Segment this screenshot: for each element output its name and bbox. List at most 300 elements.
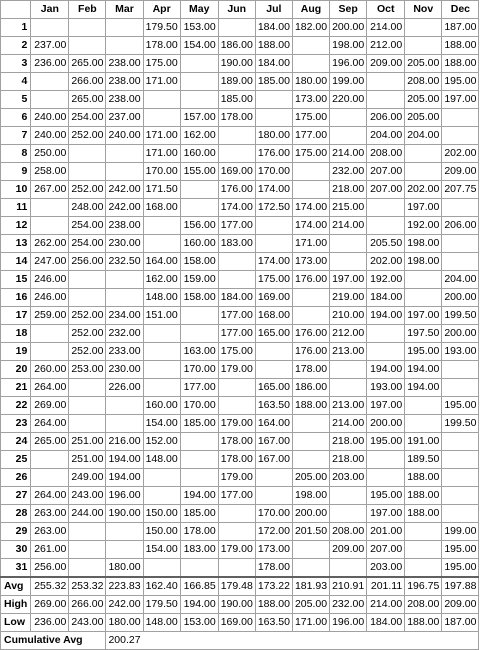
summary-cell[interactable]: 214.00: [367, 596, 405, 614]
price-cell[interactable]: 204.00: [367, 127, 405, 145]
price-cell[interactable]: [330, 253, 367, 271]
price-cell[interactable]: [31, 73, 69, 91]
price-cell[interactable]: 178.00: [218, 451, 255, 469]
price-cell[interactable]: 190.00: [218, 55, 255, 73]
summary-cell[interactable]: 190.00: [218, 596, 255, 614]
price-cell[interactable]: 185.00: [218, 91, 255, 109]
price-cell[interactable]: [143, 217, 180, 235]
summary-cell[interactable]: 162.40: [143, 577, 180, 596]
price-cell[interactable]: 230.00: [106, 235, 143, 253]
price-cell[interactable]: [255, 109, 292, 127]
price-cell[interactable]: [180, 469, 218, 487]
day-label[interactable]: 28: [1, 505, 31, 523]
price-cell[interactable]: 184.00: [255, 55, 292, 73]
price-cell[interactable]: [218, 253, 255, 271]
price-cell[interactable]: 249.00: [69, 469, 106, 487]
price-cell[interactable]: [292, 37, 329, 55]
day-label[interactable]: 4: [1, 73, 31, 91]
price-cell[interactable]: 188.00: [405, 487, 442, 505]
price-cell[interactable]: [69, 415, 106, 433]
price-cell[interactable]: 246.00: [31, 271, 69, 289]
price-cell[interactable]: 216.00: [106, 433, 143, 451]
price-cell[interactable]: 200.00: [442, 289, 479, 307]
price-cell[interactable]: 154.00: [180, 37, 218, 55]
price-cell[interactable]: [330, 379, 367, 397]
month-header-jan[interactable]: Jan: [31, 1, 69, 19]
price-cell[interactable]: 175.00: [292, 145, 329, 163]
price-cell[interactable]: 177.00: [180, 379, 218, 397]
price-cell[interactable]: 168.00: [143, 199, 180, 217]
price-cell[interactable]: 164.00: [255, 415, 292, 433]
price-cell[interactable]: 197.00: [367, 505, 405, 523]
price-cell[interactable]: [330, 505, 367, 523]
price-cell[interactable]: 170.00: [255, 163, 292, 181]
price-cell[interactable]: 174.00: [292, 217, 329, 235]
price-cell[interactable]: 205.00: [292, 469, 329, 487]
price-cell[interactable]: 176.00: [292, 325, 329, 343]
summary-label[interactable]: High: [1, 596, 31, 614]
day-label[interactable]: 21: [1, 379, 31, 397]
price-cell[interactable]: 199.50: [442, 415, 479, 433]
price-cell[interactable]: 170.00: [180, 361, 218, 379]
price-cell[interactable]: 148.00: [143, 451, 180, 469]
month-header-dec[interactable]: Dec: [442, 1, 479, 19]
summary-cell[interactable]: 163.50: [255, 614, 292, 632]
price-cell[interactable]: 195.00: [405, 343, 442, 361]
day-label[interactable]: 20: [1, 361, 31, 379]
day-label[interactable]: 17: [1, 307, 31, 325]
price-cell[interactable]: 177.00: [218, 307, 255, 325]
price-cell[interactable]: [143, 361, 180, 379]
price-cell[interactable]: [31, 469, 69, 487]
summary-cell[interactable]: 242.00: [106, 596, 143, 614]
price-cell[interactable]: 251.00: [69, 433, 106, 451]
price-cell[interactable]: 196.00: [106, 487, 143, 505]
price-cell[interactable]: [292, 559, 329, 578]
price-cell[interactable]: 188.00: [255, 37, 292, 55]
price-cell[interactable]: 180.00: [292, 73, 329, 91]
price-cell[interactable]: 192.00: [367, 271, 405, 289]
price-cell[interactable]: [31, 199, 69, 217]
price-cell[interactable]: [367, 91, 405, 109]
price-cell[interactable]: [69, 37, 106, 55]
price-cell[interactable]: 252.00: [69, 181, 106, 199]
price-cell[interactable]: [180, 73, 218, 91]
price-cell[interactable]: 189.50: [405, 451, 442, 469]
price-cell[interactable]: [367, 451, 405, 469]
price-cell[interactable]: 171.00: [143, 145, 180, 163]
summary-cell[interactable]: 169.00: [218, 614, 255, 632]
price-cell[interactable]: 167.00: [255, 451, 292, 469]
summary-cell[interactable]: 208.00: [405, 596, 442, 614]
price-cell[interactable]: [442, 361, 479, 379]
price-cell[interactable]: [442, 235, 479, 253]
day-label[interactable]: 14: [1, 253, 31, 271]
price-cell[interactable]: [405, 163, 442, 181]
price-cell[interactable]: [255, 217, 292, 235]
price-cell[interactable]: 265.00: [69, 91, 106, 109]
price-cell[interactable]: 186.00: [218, 37, 255, 55]
price-cell[interactable]: 188.00: [442, 37, 479, 55]
day-label[interactable]: 13: [1, 235, 31, 253]
price-cell[interactable]: 212.00: [330, 325, 367, 343]
price-cell[interactable]: [106, 145, 143, 163]
day-label[interactable]: 30: [1, 541, 31, 559]
summary-cell[interactable]: 196.00: [330, 614, 367, 632]
price-cell[interactable]: 160.00: [180, 235, 218, 253]
price-cell[interactable]: 188.00: [442, 55, 479, 73]
price-cell[interactable]: [367, 469, 405, 487]
price-cell[interactable]: 265.00: [31, 433, 69, 451]
price-cell[interactable]: 269.00: [31, 397, 69, 415]
price-cell[interactable]: 179.00: [218, 361, 255, 379]
price-cell[interactable]: 200.00: [442, 325, 479, 343]
summary-cell[interactable]: 210.91: [330, 577, 367, 596]
price-cell[interactable]: [255, 91, 292, 109]
price-cell[interactable]: 156.00: [180, 217, 218, 235]
price-cell[interactable]: 195.00: [442, 559, 479, 578]
price-cell[interactable]: 185.00: [180, 415, 218, 433]
price-cell[interactable]: 238.00: [106, 73, 143, 91]
price-cell[interactable]: [330, 109, 367, 127]
day-label[interactable]: 31: [1, 559, 31, 578]
price-cell[interactable]: 169.00: [218, 163, 255, 181]
month-header-jun[interactable]: Jun: [218, 1, 255, 19]
price-cell[interactable]: 267.00: [31, 181, 69, 199]
price-cell[interactable]: 201.50: [292, 523, 329, 541]
price-cell[interactable]: 265.00: [69, 55, 106, 73]
price-cell[interactable]: 185.00: [180, 505, 218, 523]
price-cell[interactable]: 200.00: [330, 19, 367, 37]
summary-cell[interactable]: 253.32: [69, 577, 106, 596]
month-header-nov[interactable]: Nov: [405, 1, 442, 19]
price-cell[interactable]: [292, 433, 329, 451]
summary-cell[interactable]: 236.00: [31, 614, 69, 632]
price-cell[interactable]: [106, 37, 143, 55]
price-cell[interactable]: 155.00: [180, 163, 218, 181]
price-cell[interactable]: 218.00: [330, 433, 367, 451]
day-label[interactable]: 8: [1, 145, 31, 163]
price-cell[interactable]: 162.00: [180, 127, 218, 145]
day-label[interactable]: 29: [1, 523, 31, 541]
price-cell[interactable]: 170.00: [255, 505, 292, 523]
price-cell[interactable]: [180, 181, 218, 199]
price-cell[interactable]: 195.00: [442, 397, 479, 415]
price-cell[interactable]: 173.00: [292, 253, 329, 271]
price-cell[interactable]: 240.00: [31, 127, 69, 145]
price-cell[interactable]: [106, 397, 143, 415]
summary-cell[interactable]: 188.00: [405, 614, 442, 632]
price-cell[interactable]: 195.00: [442, 541, 479, 559]
price-cell[interactable]: [292, 451, 329, 469]
price-cell[interactable]: 243.00: [69, 487, 106, 505]
price-cell[interactable]: 178.00: [218, 433, 255, 451]
price-cell[interactable]: 168.00: [255, 307, 292, 325]
price-cell[interactable]: 198.00: [405, 253, 442, 271]
price-cell[interactable]: [31, 91, 69, 109]
price-cell[interactable]: 258.00: [31, 163, 69, 181]
price-cell[interactable]: 154.00: [143, 415, 180, 433]
month-header-mar[interactable]: Mar: [106, 1, 143, 19]
price-cell[interactable]: 199.00: [442, 523, 479, 541]
price-cell[interactable]: 200.00: [292, 505, 329, 523]
price-cell[interactable]: 207.00: [367, 541, 405, 559]
price-cell[interactable]: 264.00: [31, 415, 69, 433]
price-cell[interactable]: 194.00: [405, 361, 442, 379]
price-cell[interactable]: 179.00: [218, 415, 255, 433]
price-cell[interactable]: 175.00: [255, 271, 292, 289]
price-cell[interactable]: 261.00: [31, 541, 69, 559]
price-cell[interactable]: 178.00: [180, 523, 218, 541]
price-cell[interactable]: 171.00: [292, 235, 329, 253]
price-cell[interactable]: 264.00: [31, 379, 69, 397]
price-cell[interactable]: [405, 541, 442, 559]
price-cell[interactable]: 197.50: [405, 325, 442, 343]
price-cell[interactable]: [367, 73, 405, 91]
price-cell[interactable]: [405, 271, 442, 289]
day-label[interactable]: 2: [1, 37, 31, 55]
price-cell[interactable]: [180, 433, 218, 451]
price-cell[interactable]: 162.00: [143, 271, 180, 289]
price-cell[interactable]: [442, 253, 479, 271]
month-header-apr[interactable]: Apr: [143, 1, 180, 19]
summary-label[interactable]: Low: [1, 614, 31, 632]
price-cell[interactable]: [180, 451, 218, 469]
price-cell[interactable]: 266.00: [69, 73, 106, 91]
day-label[interactable]: 16: [1, 289, 31, 307]
price-cell[interactable]: 254.00: [69, 109, 106, 127]
price-cell[interactable]: [292, 163, 329, 181]
price-cell[interactable]: [69, 397, 106, 415]
price-cell[interactable]: [405, 289, 442, 307]
summary-cell[interactable]: 269.00: [31, 596, 69, 614]
price-cell[interactable]: 207.75: [442, 181, 479, 199]
price-cell[interactable]: 263.00: [31, 523, 69, 541]
price-cell[interactable]: 198.00: [292, 487, 329, 505]
price-cell[interactable]: 234.00: [106, 307, 143, 325]
price-cell[interactable]: 194.00: [367, 307, 405, 325]
price-cell[interactable]: 154.00: [143, 541, 180, 559]
summary-cell[interactable]: 181.93: [292, 577, 329, 596]
price-cell[interactable]: 232.00: [330, 163, 367, 181]
price-cell[interactable]: [255, 361, 292, 379]
price-cell[interactable]: [106, 541, 143, 559]
price-cell[interactable]: 174.00: [255, 253, 292, 271]
price-cell[interactable]: 177.00: [218, 325, 255, 343]
day-label[interactable]: 9: [1, 163, 31, 181]
day-label[interactable]: 6: [1, 109, 31, 127]
price-cell[interactable]: [292, 181, 329, 199]
price-cell[interactable]: 153.00: [180, 19, 218, 37]
price-cell[interactable]: [31, 19, 69, 37]
price-cell[interactable]: 152.00: [143, 433, 180, 451]
price-cell[interactable]: 158.00: [180, 289, 218, 307]
summary-cell[interactable]: 184.00: [367, 614, 405, 632]
price-cell[interactable]: 250.00: [31, 145, 69, 163]
price-cell[interactable]: 193.00: [442, 343, 479, 361]
price-cell[interactable]: [255, 469, 292, 487]
price-cell[interactable]: [405, 559, 442, 578]
price-cell[interactable]: 167.00: [255, 433, 292, 451]
price-cell[interactable]: 171.50: [143, 181, 180, 199]
price-cell[interactable]: 183.00: [218, 235, 255, 253]
cumulative-avg-value[interactable]: 200.27: [106, 632, 479, 650]
price-cell[interactable]: 248.00: [69, 199, 106, 217]
summary-cell[interactable]: 232.00: [330, 596, 367, 614]
price-cell[interactable]: 160.00: [180, 145, 218, 163]
price-cell[interactable]: [405, 19, 442, 37]
price-cell[interactable]: 195.00: [367, 487, 405, 505]
price-cell[interactable]: 213.00: [330, 343, 367, 361]
price-cell[interactable]: 202.00: [405, 181, 442, 199]
price-cell[interactable]: [69, 379, 106, 397]
price-cell[interactable]: 202.00: [367, 253, 405, 271]
price-cell[interactable]: 195.00: [442, 73, 479, 91]
price-cell[interactable]: [143, 343, 180, 361]
price-cell[interactable]: 252.00: [69, 307, 106, 325]
price-cell[interactable]: 179.00: [218, 541, 255, 559]
price-cell[interactable]: 174.00: [292, 199, 329, 217]
price-cell[interactable]: 240.00: [31, 109, 69, 127]
price-cell[interactable]: [180, 307, 218, 325]
price-cell[interactable]: 237.00: [31, 37, 69, 55]
corner-cell[interactable]: [1, 1, 31, 19]
price-cell[interactable]: [143, 379, 180, 397]
price-cell[interactable]: [180, 559, 218, 578]
price-cell[interactable]: 205.50: [367, 235, 405, 253]
price-cell[interactable]: 199.00: [330, 73, 367, 91]
price-cell[interactable]: 232.50: [106, 253, 143, 271]
price-cell[interactable]: [143, 235, 180, 253]
price-cell[interactable]: 180.00: [106, 559, 143, 578]
price-cell[interactable]: 254.00: [69, 217, 106, 235]
price-cell[interactable]: [106, 415, 143, 433]
price-cell[interactable]: 177.00: [218, 487, 255, 505]
price-cell[interactable]: 157.00: [180, 109, 218, 127]
price-cell[interactable]: 194.00: [106, 469, 143, 487]
price-cell[interactable]: [367, 343, 405, 361]
price-cell[interactable]: 164.00: [143, 253, 180, 271]
price-cell[interactable]: [69, 523, 106, 541]
price-cell[interactable]: 209.00: [330, 541, 367, 559]
price-cell[interactable]: 163.00: [180, 343, 218, 361]
price-cell[interactable]: 238.00: [106, 91, 143, 109]
price-cell[interactable]: 207.00: [367, 181, 405, 199]
price-cell[interactable]: 197.00: [442, 91, 479, 109]
price-cell[interactable]: 232.00: [106, 325, 143, 343]
price-cell[interactable]: [367, 199, 405, 217]
summary-label[interactable]: Avg: [1, 577, 31, 596]
price-cell[interactable]: 170.00: [143, 163, 180, 181]
price-cell[interactable]: 171.00: [143, 73, 180, 91]
price-cell[interactable]: 178.00: [143, 37, 180, 55]
price-cell[interactable]: 214.00: [330, 415, 367, 433]
summary-cell[interactable]: 255.32: [31, 577, 69, 596]
price-cell[interactable]: 160.00: [143, 397, 180, 415]
price-cell[interactable]: [442, 451, 479, 469]
price-cell[interactable]: [180, 91, 218, 109]
price-cell[interactable]: [69, 289, 106, 307]
price-cell[interactable]: 219.00: [330, 289, 367, 307]
price-cell[interactable]: [405, 145, 442, 163]
price-cell[interactable]: 195.00: [367, 433, 405, 451]
price-cell[interactable]: 150.00: [143, 523, 180, 541]
price-cell[interactable]: 242.00: [106, 199, 143, 217]
price-cell[interactable]: [31, 343, 69, 361]
day-label[interactable]: 3: [1, 55, 31, 73]
summary-cell[interactable]: 205.00: [292, 596, 329, 614]
summary-cell[interactable]: 180.00: [106, 614, 143, 632]
month-header-feb[interactable]: Feb: [69, 1, 106, 19]
price-cell[interactable]: 199.50: [442, 307, 479, 325]
price-cell[interactable]: [218, 505, 255, 523]
price-cell[interactable]: 262.00: [31, 235, 69, 253]
price-cell[interactable]: 178.00: [218, 109, 255, 127]
price-cell[interactable]: 151.00: [143, 307, 180, 325]
price-cell[interactable]: [106, 289, 143, 307]
price-cell[interactable]: 204.00: [405, 127, 442, 145]
price-cell[interactable]: [31, 217, 69, 235]
summary-cell[interactable]: 179.50: [143, 596, 180, 614]
price-cell[interactable]: [69, 271, 106, 289]
price-cell[interactable]: 174.00: [255, 181, 292, 199]
price-cell[interactable]: [292, 541, 329, 559]
day-label[interactable]: 1: [1, 19, 31, 37]
price-cell[interactable]: 206.00: [367, 109, 405, 127]
price-cell[interactable]: [69, 541, 106, 559]
price-cell[interactable]: [218, 379, 255, 397]
cumulative-avg-label[interactable]: Cumulative Avg: [1, 632, 106, 650]
day-label[interactable]: 26: [1, 469, 31, 487]
price-cell[interactable]: [330, 487, 367, 505]
month-header-aug[interactable]: Aug: [292, 1, 329, 19]
price-cell[interactable]: 172.50: [255, 199, 292, 217]
day-label[interactable]: 5: [1, 91, 31, 109]
price-cell[interactable]: [405, 523, 442, 541]
price-cell[interactable]: [69, 559, 106, 578]
price-cell[interactable]: 202.00: [442, 145, 479, 163]
price-cell[interactable]: [442, 505, 479, 523]
summary-cell[interactable]: 188.00: [255, 596, 292, 614]
price-cell[interactable]: 233.00: [106, 343, 143, 361]
price-cell[interactable]: 189.00: [218, 73, 255, 91]
price-cell[interactable]: 194.00: [106, 451, 143, 469]
price-cell[interactable]: 175.00: [143, 55, 180, 73]
price-cell[interactable]: 210.00: [330, 307, 367, 325]
price-cell[interactable]: [218, 559, 255, 578]
price-cell[interactable]: 169.00: [255, 289, 292, 307]
summary-cell[interactable]: 196.75: [405, 577, 442, 596]
price-cell[interactable]: [367, 325, 405, 343]
price-cell[interactable]: 176.00: [218, 181, 255, 199]
price-cell[interactable]: 260.00: [31, 361, 69, 379]
price-cell[interactable]: 177.00: [292, 127, 329, 145]
price-cell[interactable]: 170.00: [180, 397, 218, 415]
price-cell[interactable]: 184.00: [255, 19, 292, 37]
price-cell[interactable]: [143, 559, 180, 578]
price-cell[interactable]: 175.00: [292, 109, 329, 127]
price-cell[interactable]: 148.00: [143, 289, 180, 307]
price-cell[interactable]: 196.00: [330, 55, 367, 73]
price-cell[interactable]: 171.00: [143, 127, 180, 145]
price-cell[interactable]: [255, 235, 292, 253]
price-cell[interactable]: [367, 217, 405, 235]
price-cell[interactable]: 263.00: [31, 505, 69, 523]
price-cell[interactable]: 240.00: [106, 127, 143, 145]
day-label[interactable]: 18: [1, 325, 31, 343]
price-cell[interactable]: 176.00: [292, 271, 329, 289]
summary-cell[interactable]: 266.00: [69, 596, 106, 614]
